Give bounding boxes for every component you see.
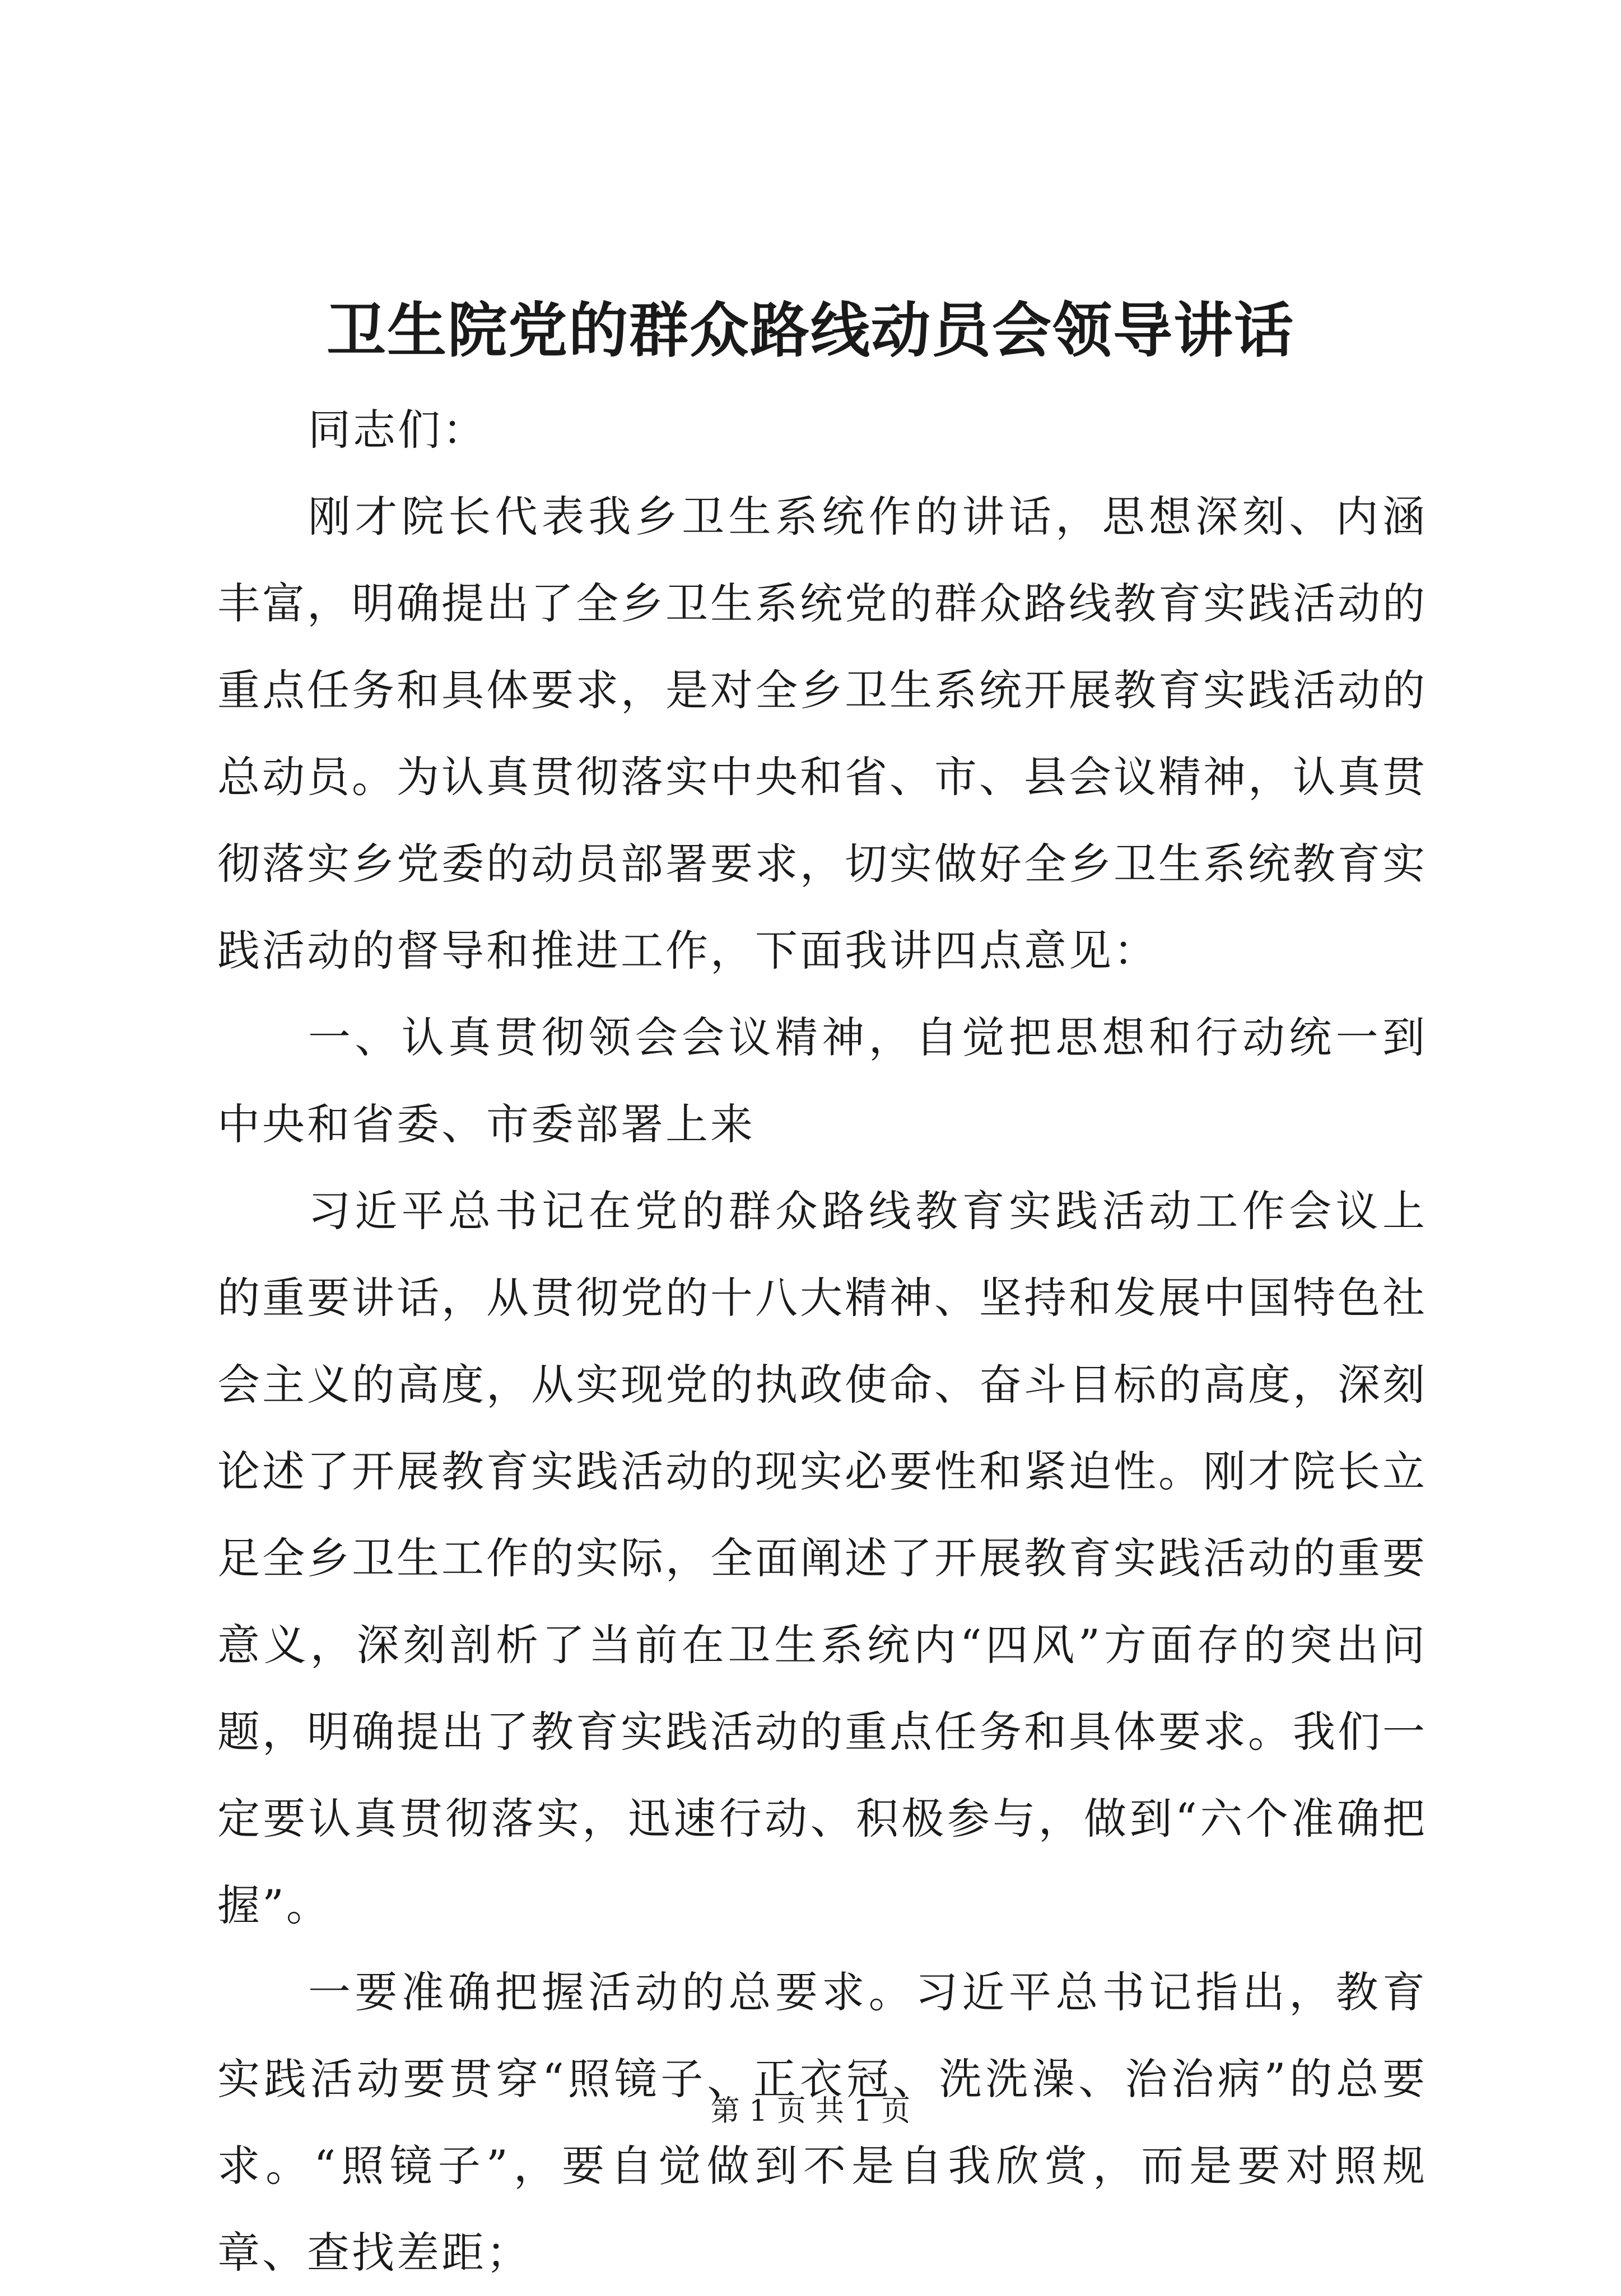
salutation-paragraph: 同志们： [308,405,487,455]
document-title: 卫生院党的群众路线动员会领导讲话 [327,295,1294,365]
section-heading-one: 一、认真贯彻领会会议精神，自觉把思想和行动统一到中央和省委、市委部署上来 [217,1012,1427,1149]
page-footer: 第 1 页 共 1 页 [710,2094,911,2128]
body-paragraph: 一要准确把握活动的总要求。习近平总书记指出，教育实践活动要贯穿“照镜子、正衣冠、洗洗澡、治治病”的总要求。“照镜子”，要自觉做到不是自我欣赏，而是要对照规章、查找差距； [217,1967,1427,2278]
intro-paragraph: 刚才院长代表我乡卫生系统作的讲话，思想深刻、内涵丰富，明确提出了全乡卫生系统党的群众路线教育实践活动的重点任务和具体要求，是对全乡卫生系统开展教育实践活动的总动员。为认真贯彻落实中央和省、市、县会议精神，认真贯彻落实乡党委的动员部署要求，切实做好全乡卫生系统教育实践活动的督导和推进工作，下面我讲四点意见： [217,492,1427,976]
body-paragraph: 习近平总书记在党的群众路线教育实践活动工作会议上的重要讲话，从贯彻党的十八大精神、坚持和发展中国特色社会主义的高度，从实现党的执政使命、奋斗目标的高度，深刻论述了开展教育实践活动的现实必要性和紧迫性。刚才院长立足全乡卫生工作的实际，全面阐述了开展教育实践活动的重要意义，深刻剖析了当前在卫生系统内“四风”方面存的突出问题，明确提出了教育实践活动的重点任务和具体要求。我们一定要认真贯彻落实，迅速行动、积极参与，做到“六个准确把握”。 [217,1186,1427,1930]
document-body [217,386,1427,2296]
